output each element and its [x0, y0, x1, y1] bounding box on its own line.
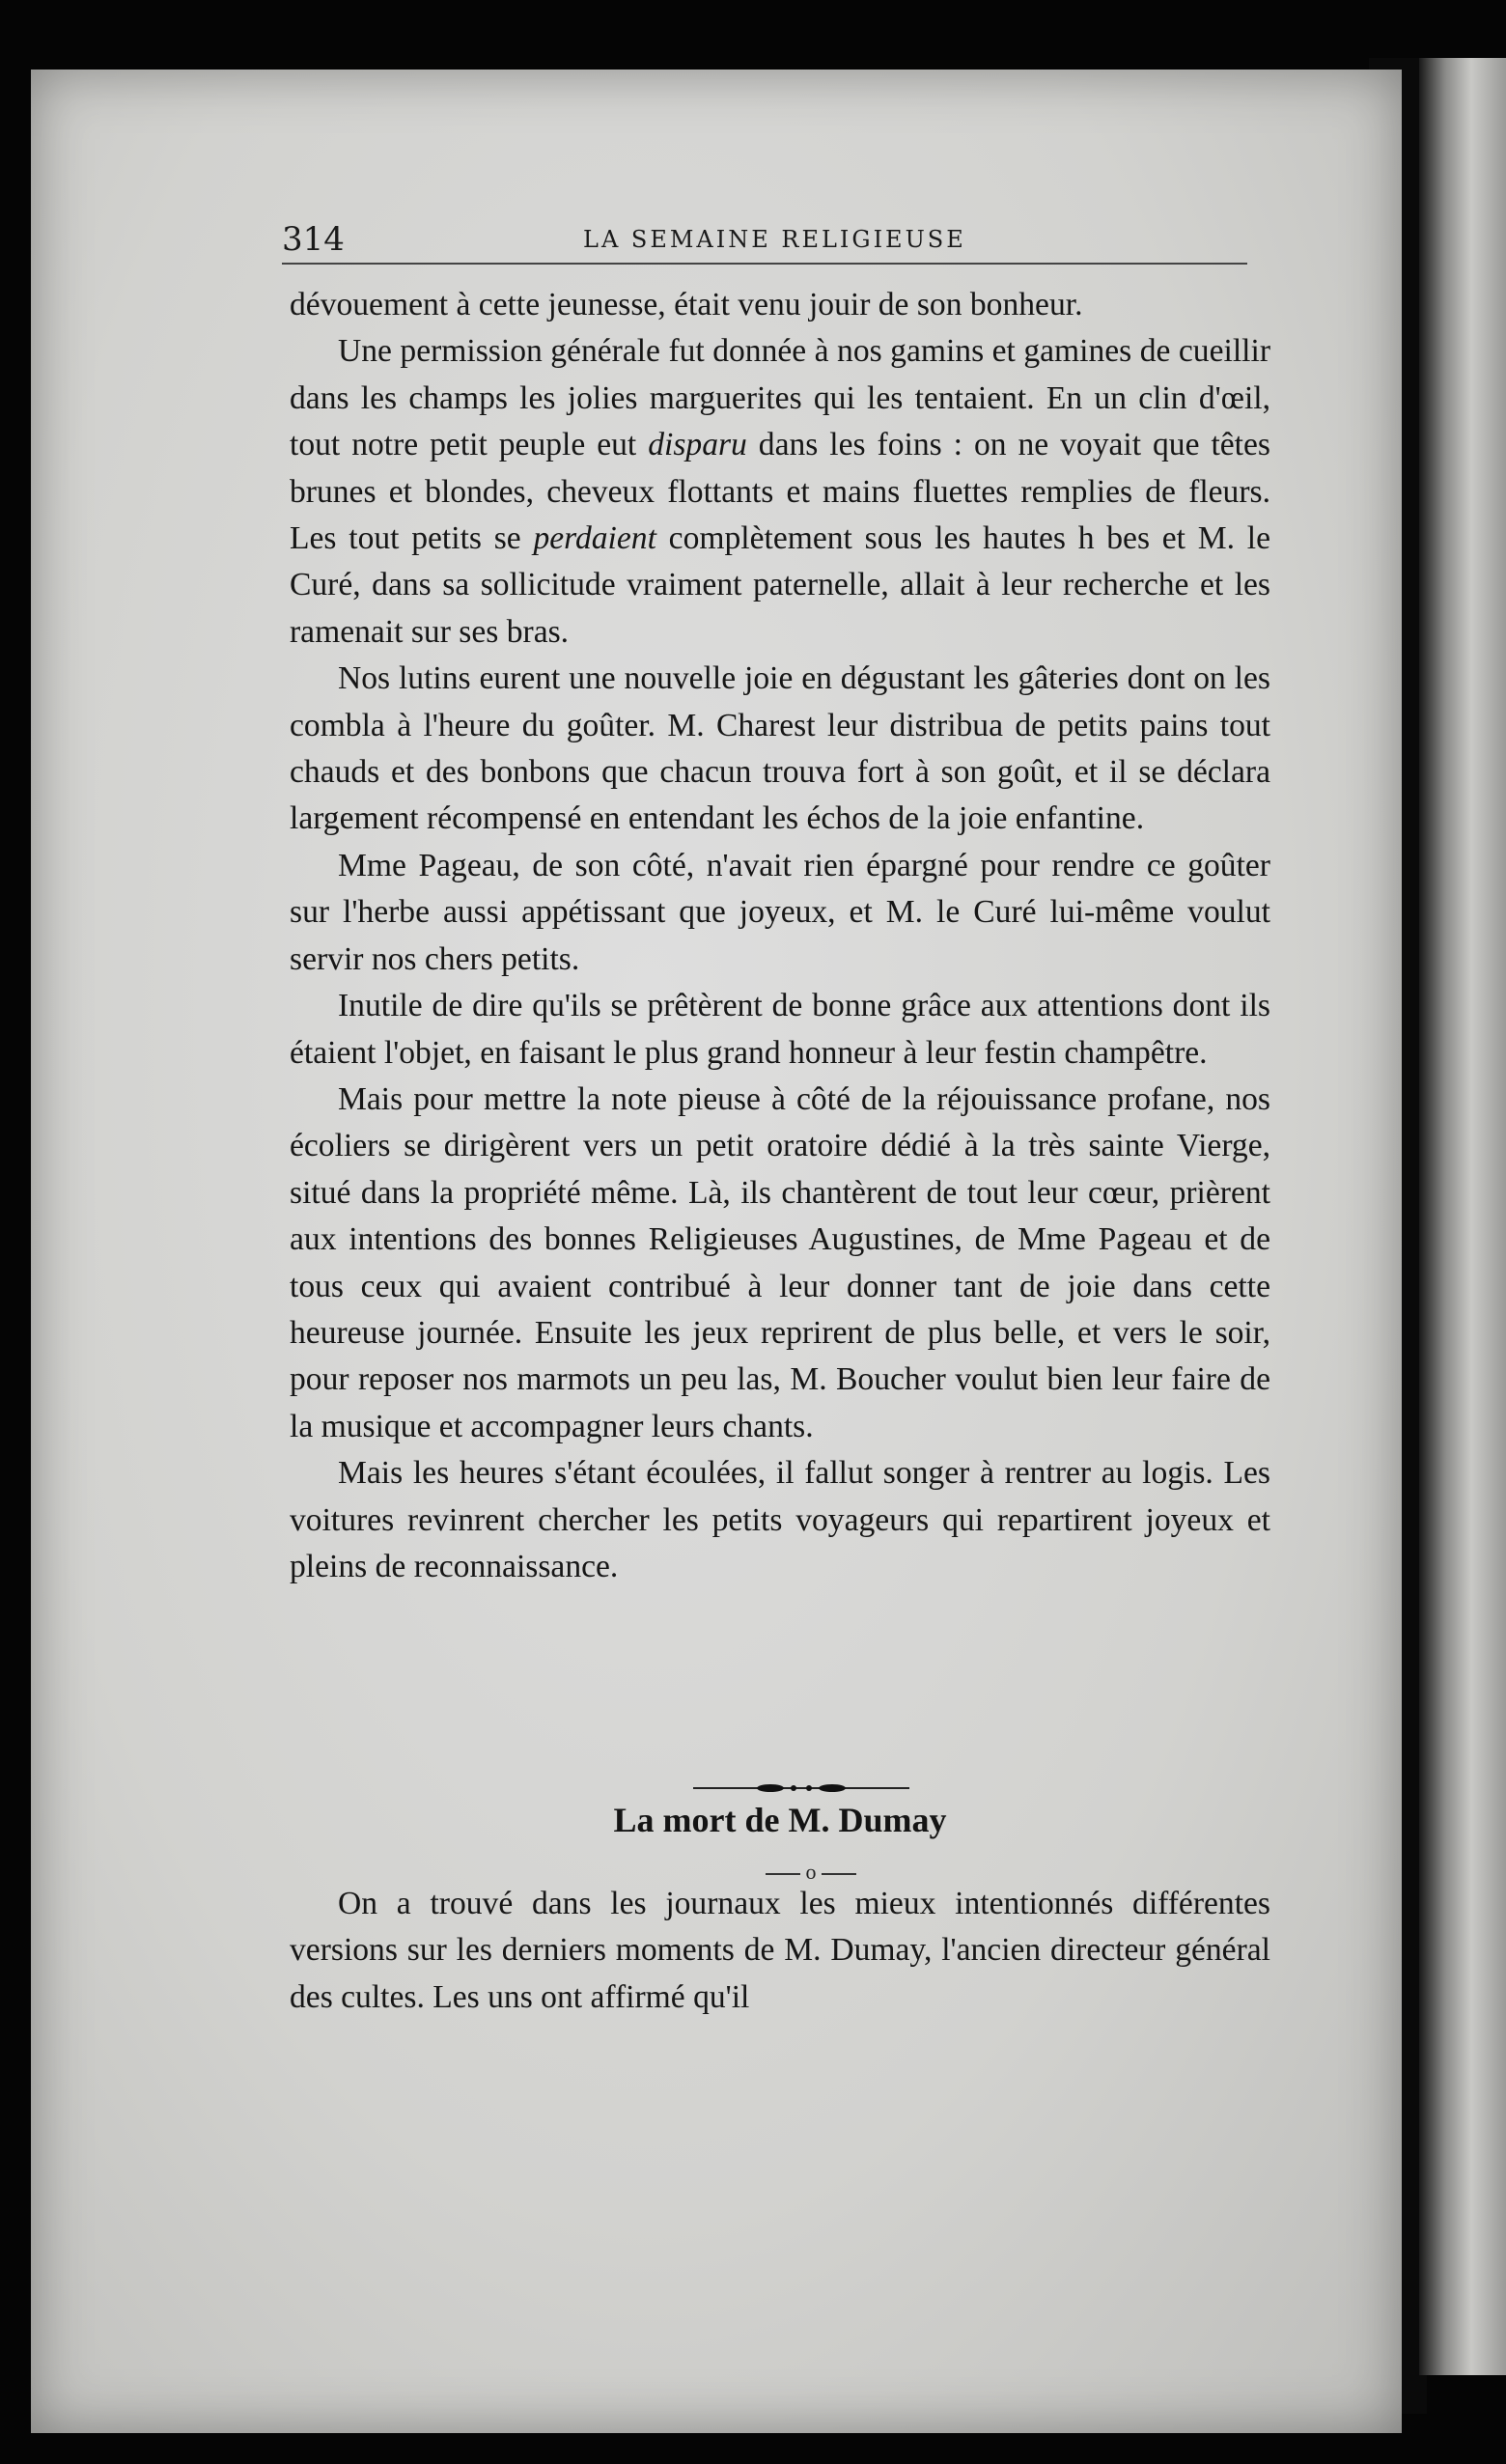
- paragraph: Nos lutins eurent une nouvelle joie en dégustant les gâteries dont on les combla à l'heure du goûter. M. Charest leur distribua de petits pains tout chauds et des bonbons que chacun trouva fort à son goût, et il se déclara largement récompensé en entendant les échos de la joie enfantine.: [290, 660, 1270, 837]
- paragraph: Mme Pageau, de son côté, n'avait rien épargné pour rendre ce goûter sur l'herbe aussi appétissant que joyeux, et M. le Curé lui-même voulut servir nos chers petits.: [290, 847, 1270, 977]
- page-number: 314: [282, 220, 345, 259]
- section-body: [290, 1881, 1270, 2021]
- ornament-mark: o: [805, 1860, 817, 1884]
- paragraph: Mais les heures s'étant écoulées, il fallut songer à rentrer au logis. Les voitures revinrent chercher les petits voyageurs qui repartirent joyeux et pleins de reconnaissance.: [290, 1455, 1270, 1584]
- page-header: [282, 212, 1247, 261]
- section-title: La mort de M. Dumay: [613, 1801, 947, 1839]
- running-title: LA SEMAINE RELIGIEUSE: [583, 226, 966, 253]
- paragraph: dévouement à cette jeunesse, était venu jouir de son bonheur.: [290, 287, 1083, 322]
- ornament-divider: [693, 1782, 909, 1794]
- paragraph: Mais pour mettre la note pieuse à côté de la réjouissance profane, nos écoliers se dirigèrent vers un petit oratoire dédié à la très sainte Vierge, situé dans la propriété même. Là, ils chantèrent de tout leur cœur, prièrent aux intentions des bonnes Religieuses Augustines, de Mme Pageau et de tous ceux qui avaient contribué à leur donner tant de joie dans cette heureuse journée. Ensuite les jeux reprirent de plus belle, et vers le soir, pour reposer nos marmots un peu las, M. Boucher voulut bien leur faire de la musique et accompagner leurs chants.: [290, 1080, 1270, 1444]
- paragraph: On a trouvé dans les journaux les mieux intentionnés différentes versions sur les derniers moments de M. Dumay, l'ancien directeur général des cultes. Les uns ont affirmé qu'il: [290, 1886, 1270, 2015]
- article-body: [290, 282, 1270, 1590]
- header-rule: [282, 263, 1247, 265]
- paragraph: Une permission générale fut donnée à nos gamins et gamines de cueillir dans les champs les jolies marguerites qui les tentaient. En un clin d'œil, tout notre petit peuple eut disparu dans les foins : on ne voyait que têtes brunes et blondes, cheveux flottants et mains fluettes remplies de fleurs. Les tout petits se perdaient complètement sous les hautes h bes et M. le Curé, dans sa sollicitude vraiment paternelle, allait à leur recherche et les ramenait sur ses bras.: [290, 333, 1270, 650]
- title-ornament: [753, 1860, 869, 1884]
- next-page-edge: [1419, 58, 1506, 2375]
- paragraph: Inutile de dire qu'ils se prêtèrent de bonne grâce aux attentions dont ils étaient l'objet, en faisant le plus grand honneur à leur festin champêtre.: [290, 988, 1270, 1071]
